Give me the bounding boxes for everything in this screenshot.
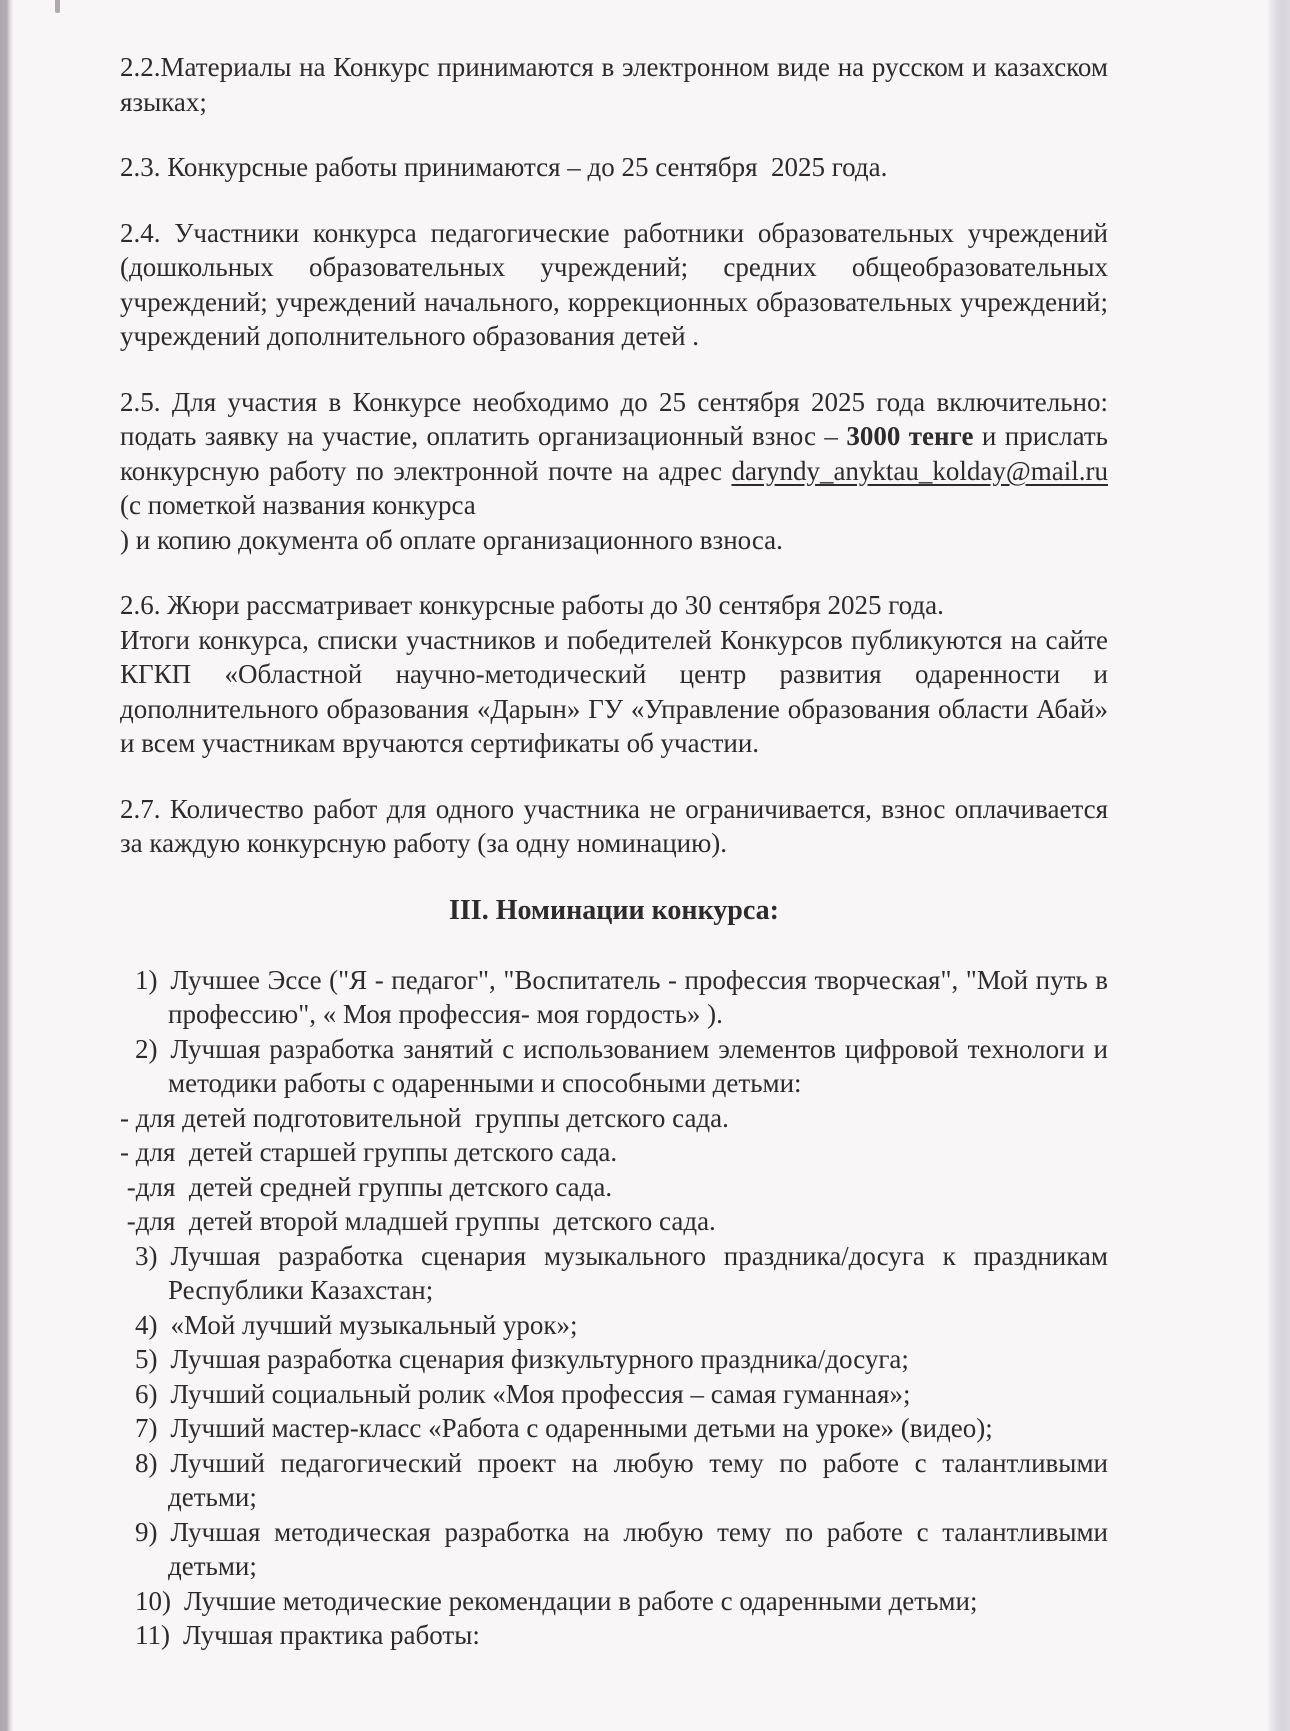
list-item-text: Лучшее Эссе ("Я - педагог", "Воспитатель - профессия творческая", "Мой путь в профессию", « Моя профессия- моя гордость» ).	[168, 964, 1108, 1029]
list-item-text: Лучшая разработка сценария физкультурного праздника/досуга;	[170, 1344, 909, 1374]
list-item-number: 1)	[135, 964, 158, 995]
paragraph-2-2: 2.2.Материалы на Конкурс принимаются в электронном виде на русском и казахском языках;	[120, 52, 1108, 117]
list-item-text: Лучший мастер-класс «Работа с одаренными детьми на уроке» (видео);	[170, 1413, 993, 1443]
paragraph-2-3: 2.3. Конкурсные работы принимаются – до 25 сентября 2025 года.	[120, 152, 888, 182]
paragraph-2-6-rest: Итоги конкурса, списки участников и победителей Конкурсов публикуются на сайте КГКП «Областной научно-методический центр развития одаренности и дополнительного образования «Дарын» ГУ «Управление образования области Абай» и всем участникам вручаются сертификаты об участии.	[120, 624, 1108, 758]
email-address: daryndy_anyktau_kolday@mail.ru	[731, 455, 1108, 486]
p25-text-1: 2.5. Для участия в Конкурсе необходимо до 25 сентября 2025 года включительно: подать заявку на участие, оплатить организационный взнос –	[120, 386, 1108, 451]
list-item-number: 10)	[135, 1585, 171, 1616]
list-item-2	[120, 1032, 1108, 1101]
list-item-text: Лучшая разработка занятий с использованием элементов цифровой технологи и методики работы с одаренными и способными детьми:	[168, 1033, 1108, 1098]
list-item-text: Лучшие методические рекомендации в работе с одаренными детьми;	[184, 1585, 978, 1616]
p25-text-2: и прислать конкурсную работу по электронной почте на адрес	[120, 421, 1108, 486]
list-subitem-2: - для детей старшей группы детского сада.	[120, 1137, 618, 1167]
list-item-8	[120, 1446, 1108, 1515]
list-item-number: 5)	[135, 1344, 158, 1374]
nominations-list	[120, 963, 1108, 1653]
list-item-6	[120, 1377, 1108, 1412]
list-item-text: Лучший социальный ролик «Моя профессия – самая гуманная»;	[170, 1378, 911, 1409]
list-item-11	[120, 1618, 1108, 1653]
list-item-4	[120, 1308, 1108, 1343]
list-subitem-4: -для детей второй младшей группы детского сада.	[120, 1206, 716, 1236]
list-item-5	[120, 1342, 1108, 1377]
list-item-10	[120, 1584, 1108, 1619]
list-subitem-1: - для детей подготовительной группы детского сада.	[120, 1102, 729, 1133]
list-item-text: Лучший педагогический проект на любую тему по работе с талантливыми детьми;	[168, 1447, 1108, 1512]
list-item-number: 4)	[135, 1309, 158, 1340]
paragraph-2-7: 2.7. Количество работ для одного участника не ограничивается, взнос оплачивается за каждую конкурсную работу (за одну номинацию).	[120, 793, 1108, 858]
p25-text-3: (с пометкой названия конкурса	[120, 490, 476, 520]
list-item-number: 7)	[135, 1413, 158, 1443]
list-item-number: 11)	[135, 1620, 170, 1650]
list-item-number: 8)	[135, 1447, 158, 1478]
list-item-text: Лучшая методическая разработка на любую тему по работе с талантливыми детьми;	[168, 1516, 1108, 1581]
list-item-7	[120, 1411, 1108, 1446]
list-item-3	[120, 1239, 1108, 1308]
paragraph-2-5-line2: ) и копию документа об оплате организационного взноса.	[120, 524, 783, 555]
fee-amount: 3000 тенге	[846, 421, 974, 451]
list-subitem-3: -для детей средней группы детского сада.	[120, 1171, 613, 1202]
list-item-number: 9)	[135, 1516, 158, 1547]
list-item-9	[120, 1515, 1108, 1584]
paragraph-2-5	[120, 385, 1108, 523]
list-item-text: «Мой лучший музыкальный урок»;	[170, 1309, 578, 1340]
paragraph-2-6-line1: 2.6. Жюри рассматривает конкурсные работы до 30 сентября 2025 года.	[120, 590, 944, 620]
scan-edge-right	[1268, 0, 1290, 1731]
list-item-number: 3)	[135, 1240, 158, 1271]
list-item-number: 2)	[135, 1033, 158, 1064]
scan-artifact	[55, 0, 60, 13]
document-content	[120, 50, 1108, 1653]
list-item-1	[120, 963, 1108, 1032]
section-heading: III. Номинации конкурса:	[449, 894, 779, 926]
scan-edge-left	[0, 0, 14, 1731]
list-item-text: Лучшая практика работы:	[183, 1620, 480, 1650]
paragraph-2-4: 2.4. Участники конкурса педагогические работники образовательных учреждений (дошкольных образовательных учреждений; средних общеобразовательных учреждений; учреждений начального, коррекционных образовательных учреждений; учреждений дополнительного образования детей .	[120, 217, 1108, 351]
list-item-text: Лучшая разработка сценария музыкального праздника/досуга к праздникам Республики Казахстан;	[168, 1240, 1108, 1305]
list-item-number: 6)	[135, 1378, 158, 1409]
